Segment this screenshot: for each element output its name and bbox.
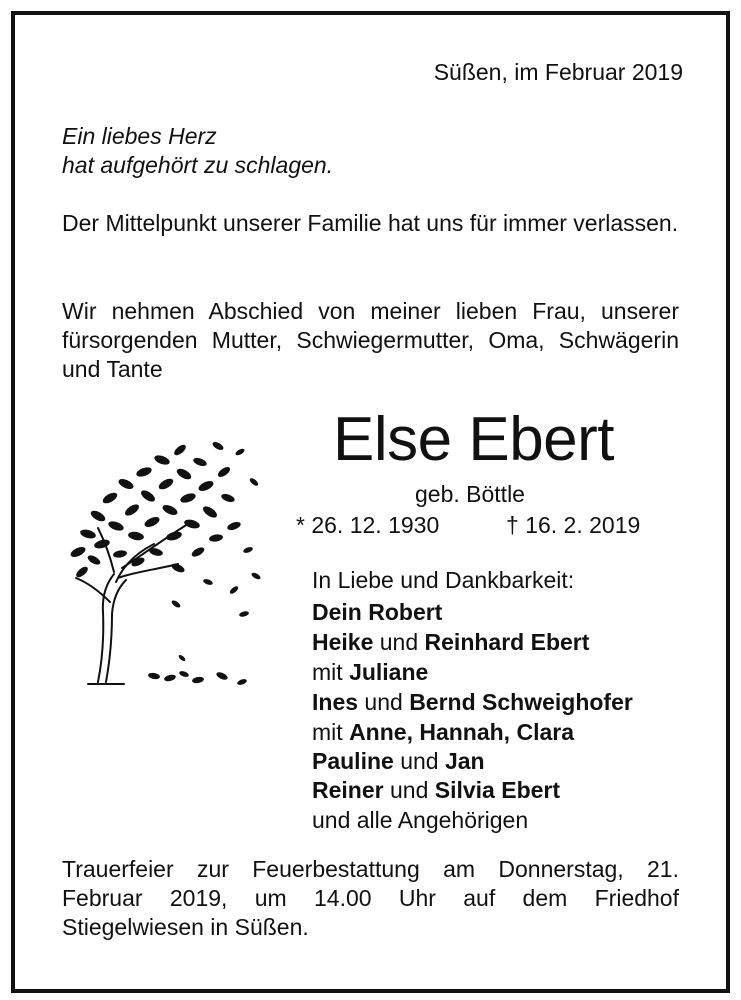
deceased-name: Else Ebert bbox=[333, 405, 615, 474]
windblown-tree-icon bbox=[58, 432, 268, 694]
mourner-line: Dein Robert bbox=[312, 599, 443, 625]
mourner-line: Ines und Bernd Schweighofer bbox=[312, 689, 633, 715]
motto-line-2: hat aufgehört zu schlagen. bbox=[62, 152, 334, 178]
mourners-closing: und alle Angehörigen bbox=[312, 807, 529, 833]
funeral-info: Trauerfeier zur Feuerbestattung am Donnerstag, 21. Februar 2019, um 14.00 Uhr auf dem Friedhof Stiegelwiesen in Süßen. bbox=[62, 856, 679, 940]
mourner-line: Reiner und Silvia Ebert bbox=[312, 777, 561, 803]
birth-date: * 26. 12. 1930 bbox=[296, 512, 440, 538]
death-date: † 16. 2. 2019 bbox=[506, 512, 641, 538]
place-date: Süßen, im Februar 2019 bbox=[433, 59, 683, 85]
mourners-intro: In Liebe und Dankbarkeit: bbox=[312, 567, 575, 593]
mourner-line: Heike und Reinhard Ebert bbox=[312, 629, 590, 655]
intro-text: Der Mittelpunkt unserer Familie hat uns für immer verlassen. bbox=[62, 210, 679, 236]
mourner-line: mit Anne, Hannah, Clara bbox=[312, 719, 574, 745]
birth-name: geb. Böttle bbox=[415, 481, 525, 507]
farewell-text: Wir nehmen Abschied von meiner lieben Frau, unserer fürsorgenden Mutter, Schwiegermutter, Oma, Schwägerin und Tante bbox=[62, 298, 679, 382]
mourner-line: mit Juliane bbox=[312, 659, 429, 685]
mourner-line: Pauline und Jan bbox=[312, 748, 485, 774]
motto-line-1: Ein liebes Herz bbox=[62, 123, 217, 149]
